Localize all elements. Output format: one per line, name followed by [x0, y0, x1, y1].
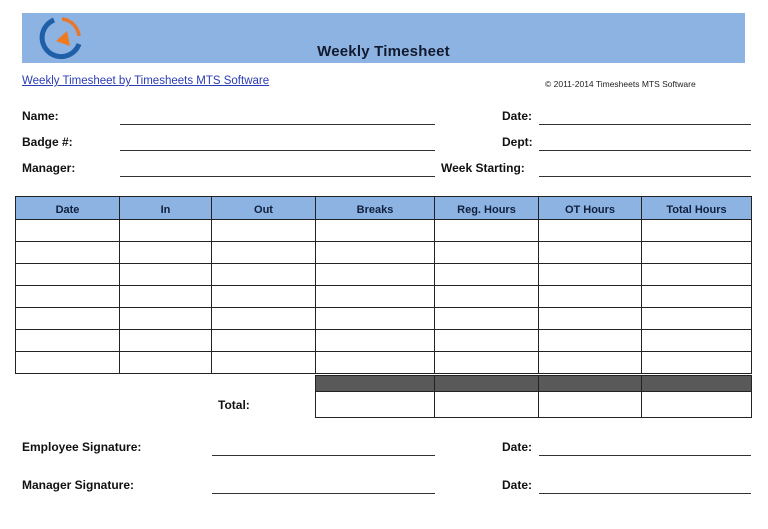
column-header-in: In: [120, 197, 212, 220]
dept-field[interactable]: [539, 150, 751, 151]
totals-table: [315, 375, 752, 418]
cell-out[interactable]: [212, 308, 316, 330]
column-header-out: Out: [212, 197, 316, 220]
cell-out[interactable]: [212, 220, 316, 242]
column-header-date: Date: [16, 197, 120, 220]
cell-out[interactable]: [212, 352, 316, 374]
timesheets-mts-link[interactable]: Weekly Timesheet by Timesheets MTS Software: [22, 75, 270, 87]
date-field[interactable]: [539, 124, 751, 125]
cell-out[interactable]: [212, 286, 316, 308]
cell-out[interactable]: [212, 264, 316, 286]
column-header-breaks: Breaks: [316, 197, 435, 220]
cell-ot-hours[interactable]: [539, 220, 642, 242]
cell-date[interactable]: [16, 242, 120, 264]
table-row: [16, 352, 752, 374]
cell-breaks[interactable]: [316, 330, 435, 352]
table-row: [16, 286, 752, 308]
timesheet-table: [15, 196, 752, 374]
cell-ot-hours[interactable]: [539, 308, 642, 330]
badge-field[interactable]: [120, 150, 435, 151]
cell-in[interactable]: [120, 286, 212, 308]
cell-total-hours[interactable]: [642, 220, 752, 242]
cell-total-hours[interactable]: [642, 352, 752, 374]
column-header-total-hours: Total Hours: [642, 197, 752, 220]
cell-total-hours[interactable]: [642, 264, 752, 286]
cell-total-hours[interactable]: [642, 242, 752, 264]
cell-ot-hours[interactable]: [539, 242, 642, 264]
cell-total-hours[interactable]: [642, 286, 752, 308]
cell-date[interactable]: [16, 352, 120, 374]
cell-breaks[interactable]: [316, 220, 435, 242]
cell-date[interactable]: [16, 220, 120, 242]
table-row: [16, 308, 752, 330]
column-header-reg-hours: Reg. Hours: [435, 197, 539, 220]
cell-breaks[interactable]: [316, 308, 435, 330]
cell-reg-hours[interactable]: [435, 264, 539, 286]
name-label: Name:: [22, 109, 59, 123]
copyright-notice: © 2011-2014 Timesheets MTS Software: [545, 79, 696, 89]
cell-reg-hours[interactable]: [435, 308, 539, 330]
date-label: Date:: [502, 109, 533, 123]
table-row: [16, 264, 752, 286]
table-row: [16, 242, 752, 264]
cell-in[interactable]: [120, 330, 212, 352]
cell-breaks[interactable]: [316, 242, 435, 264]
dept-label: Dept:: [502, 135, 533, 149]
manager-date-label: Date:: [502, 478, 533, 492]
cell-in[interactable]: [120, 264, 212, 286]
cell-ot-hours[interactable]: [539, 330, 642, 352]
cell-reg-hours[interactable]: [435, 330, 539, 352]
cell-reg-hours[interactable]: [435, 242, 539, 264]
cell-date[interactable]: [16, 308, 120, 330]
badge-label: Badge #:: [22, 135, 73, 149]
header-banner: [22, 13, 745, 63]
manager-date-field[interactable]: [539, 493, 751, 494]
cell-out[interactable]: [212, 330, 316, 352]
cell-breaks[interactable]: [316, 264, 435, 286]
cell-ot-hours[interactable]: [539, 286, 642, 308]
column-header-ot-hours: OT Hours: [539, 197, 642, 220]
page-title: Weekly Timesheet: [317, 43, 450, 60]
total-ot-hours-cell[interactable]: [539, 392, 642, 418]
total-breaks-cell[interactable]: [316, 392, 435, 418]
totals-separator-band: [316, 376, 752, 392]
cell-date[interactable]: [16, 330, 120, 352]
manager-signature-field[interactable]: [212, 493, 435, 494]
name-field[interactable]: [120, 124, 435, 125]
cell-ot-hours[interactable]: [539, 264, 642, 286]
cell-in[interactable]: [120, 352, 212, 374]
total-reg-hours-cell[interactable]: [435, 392, 539, 418]
cell-breaks[interactable]: [316, 352, 435, 374]
cell-reg-hours[interactable]: [435, 352, 539, 374]
table-row: [16, 330, 752, 352]
manager-field[interactable]: [120, 176, 435, 177]
cell-in[interactable]: [120, 308, 212, 330]
total-total-hours-cell[interactable]: [642, 392, 752, 418]
totals-row: [316, 392, 752, 418]
manager-label: Manager:: [22, 161, 76, 175]
table-header-row: [16, 197, 752, 220]
total-label: Total:: [218, 398, 250, 412]
cell-ot-hours[interactable]: [539, 352, 642, 374]
cell-date[interactable]: [16, 286, 120, 308]
cell-date[interactable]: [16, 264, 120, 286]
cell-total-hours[interactable]: [642, 308, 752, 330]
employee-date-field[interactable]: [539, 455, 751, 456]
employee-date-label: Date:: [502, 440, 533, 454]
manager-signature-label: Manager Signature:: [22, 478, 135, 492]
cell-total-hours[interactable]: [642, 330, 752, 352]
cell-in[interactable]: [120, 242, 212, 264]
cell-breaks[interactable]: [316, 286, 435, 308]
cell-out[interactable]: [212, 242, 316, 264]
week-starting-field[interactable]: [539, 176, 751, 177]
cell-in[interactable]: [120, 220, 212, 242]
cell-reg-hours[interactable]: [435, 286, 539, 308]
week-starting-label: Week Starting:: [441, 161, 525, 175]
table-row: [16, 220, 752, 242]
employee-signature-field[interactable]: [212, 455, 435, 456]
cell-reg-hours[interactable]: [435, 220, 539, 242]
employee-signature-label: Employee Signature:: [22, 440, 142, 454]
